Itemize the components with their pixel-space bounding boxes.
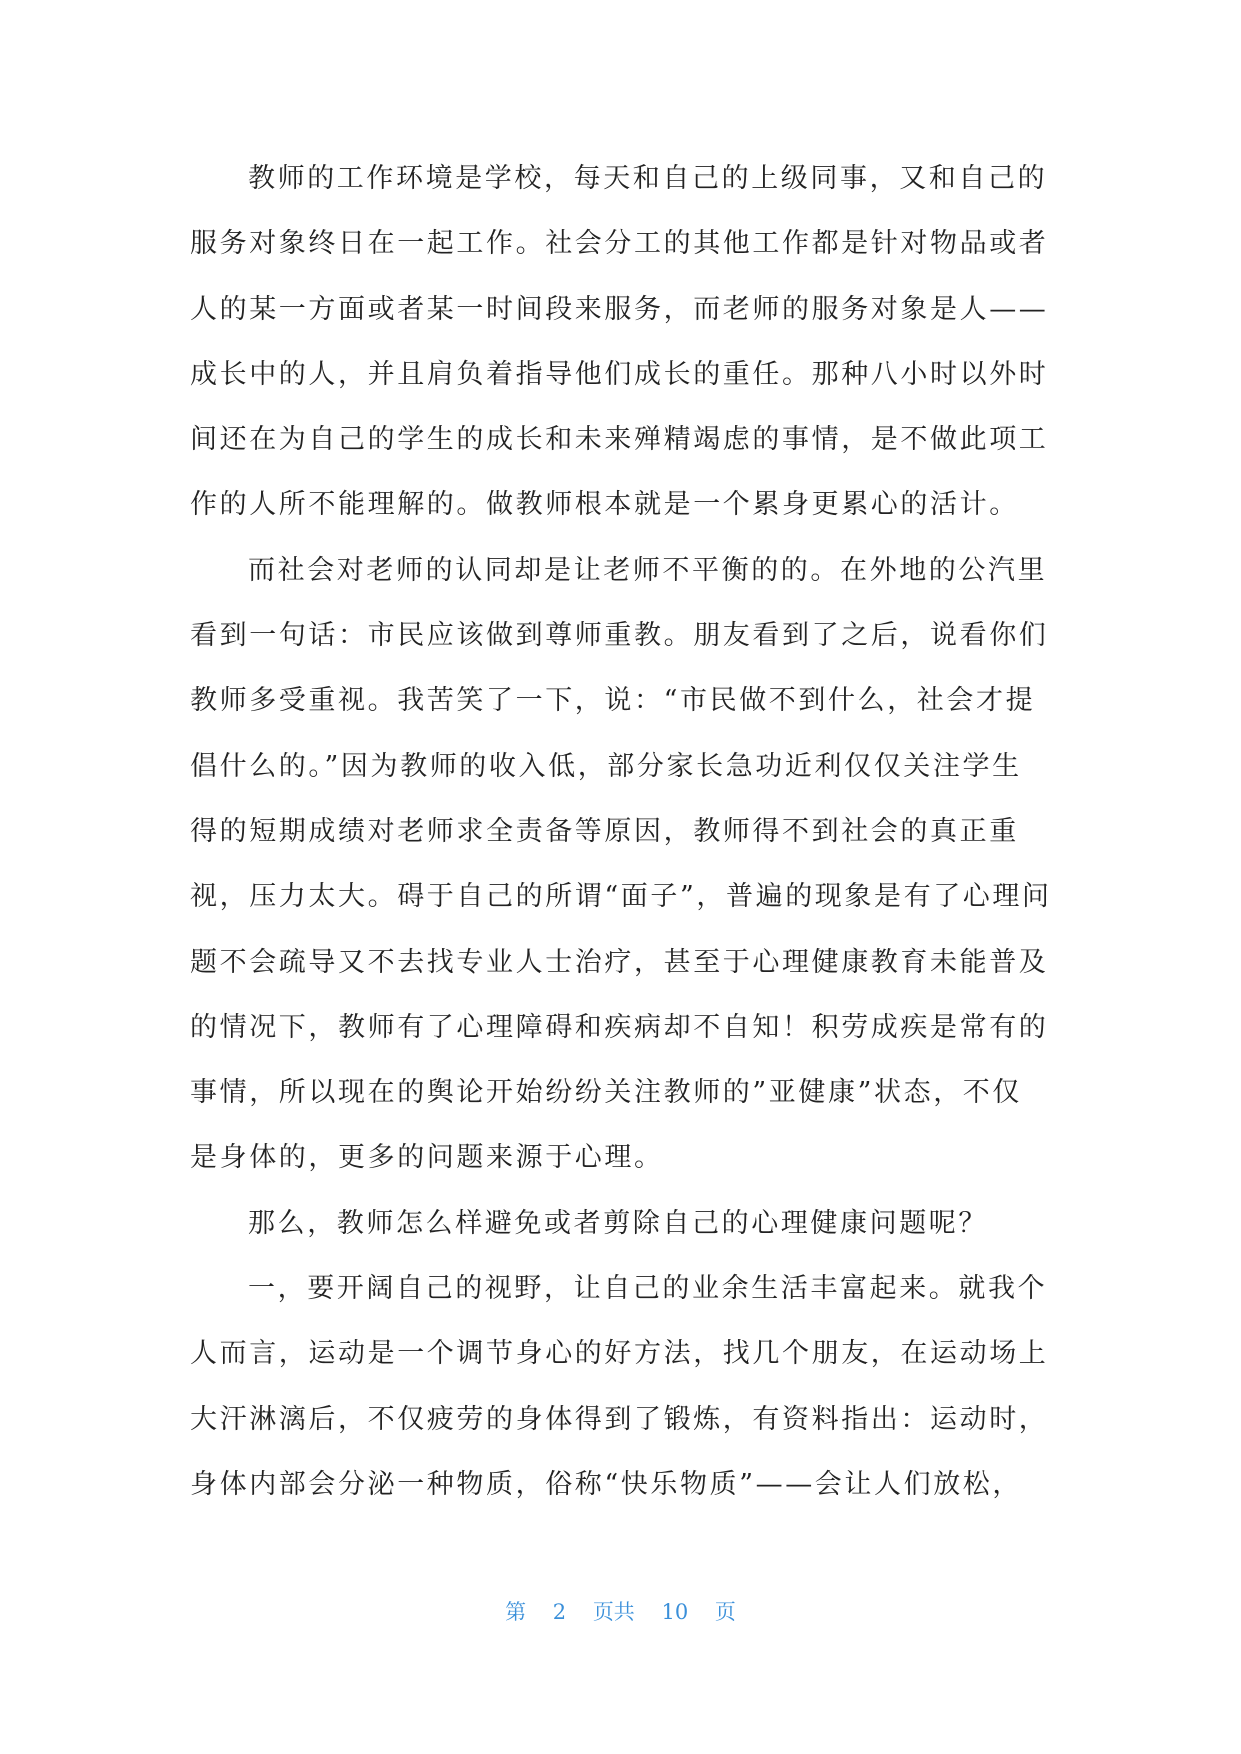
paragraph-line: 而社会对老师的认同却是让老师不平衡的的。在外地的公汽里 bbox=[248, 554, 1048, 586]
paragraph-line: 是身体的，更多的问题来源于心理。 bbox=[190, 1142, 664, 1174]
footer-total-pages: 10 bbox=[661, 1600, 689, 1624]
paragraph-line: 大汗淋漓后，不仅疲劳的身体得到了锻炼，有资料指出：运动时， bbox=[190, 1403, 1049, 1435]
paragraph-line: 成长中的人，并且肩负着指导他们成长的重任。那种八小时以外时 bbox=[190, 358, 1049, 390]
paragraph-line: 教师多受重视。我苦笑了一下，说：“市民做不到什么，社会才提 bbox=[190, 685, 1036, 717]
footer-current-page: 2 bbox=[552, 1600, 567, 1624]
paragraph-line: 视，压力太大。碍于自己的所谓“面子”，普遍的现象是有了心理问 bbox=[190, 881, 1052, 913]
paragraph-line: 事情，所以现在的舆论开始纷纷关注教师的”亚健康”状态，不仅 bbox=[190, 1077, 1023, 1109]
paragraph-line: 身体内部会分泌一种物质，俗称“快乐物质”——会让人们放松， bbox=[190, 1468, 1023, 1500]
paragraph-line: 的情况下，教师有了心理障碍和疾病却不自知！积劳成疾是常有的 bbox=[190, 1011, 1049, 1043]
footer-middle: 页共 bbox=[592, 1600, 635, 1624]
paragraph-line: 教师的工作环境是学校，每天和自己的上级同事，又和自己的 bbox=[248, 163, 1048, 194]
paragraph-line: 那么，教师怎么样避免或者剪除自己的心理健康问题呢？ bbox=[248, 1207, 988, 1239]
paragraph-line: 服务对象终日在一起工作。社会分工的其他工作都是针对物品或者 bbox=[190, 228, 1049, 260]
paragraph-line: 人的某一方面或者某一时间段来服务，而老师的服务对象是人—— bbox=[190, 293, 1049, 325]
paragraph-line: 一，要开阔自己的视野，让自己的业余生活丰富起来。就我个 bbox=[248, 1273, 1048, 1305]
paragraph-line: 倡什么的。”因为教师的收入低，部分家长急功近利仅仅关注学生 bbox=[190, 750, 1022, 782]
footer-suffix: 页 bbox=[714, 1600, 736, 1624]
paragraph-line: 题不会疏导又不去找专业人士治疗，甚至于心理健康教育未能普及 bbox=[190, 946, 1049, 978]
paragraph-line: 间还在为自己的学生的成长和未来殚精竭虑的事情，是不做此项工 bbox=[190, 424, 1049, 456]
paragraph-line: 得的短期成绩对老师求全责备等原因，教师得不到社会的真正重 bbox=[190, 815, 1019, 847]
paragraph-line: 作的人所不能理解的。做教师根本就是一个累身更累心的活计。 bbox=[190, 489, 1019, 521]
paragraph-line: 人而言，运动是一个调节身心的好方法，找几个朋友，在运动场上 bbox=[190, 1338, 1049, 1370]
body-text bbox=[190, 160, 1070, 1531]
page-footer bbox=[0, 1596, 1241, 1626]
footer-prefix: 第 bbox=[505, 1600, 527, 1624]
paragraph-line: 看到一句话：市民应该做到尊师重教。朋友看到了之后，说看你们 bbox=[190, 620, 1049, 652]
